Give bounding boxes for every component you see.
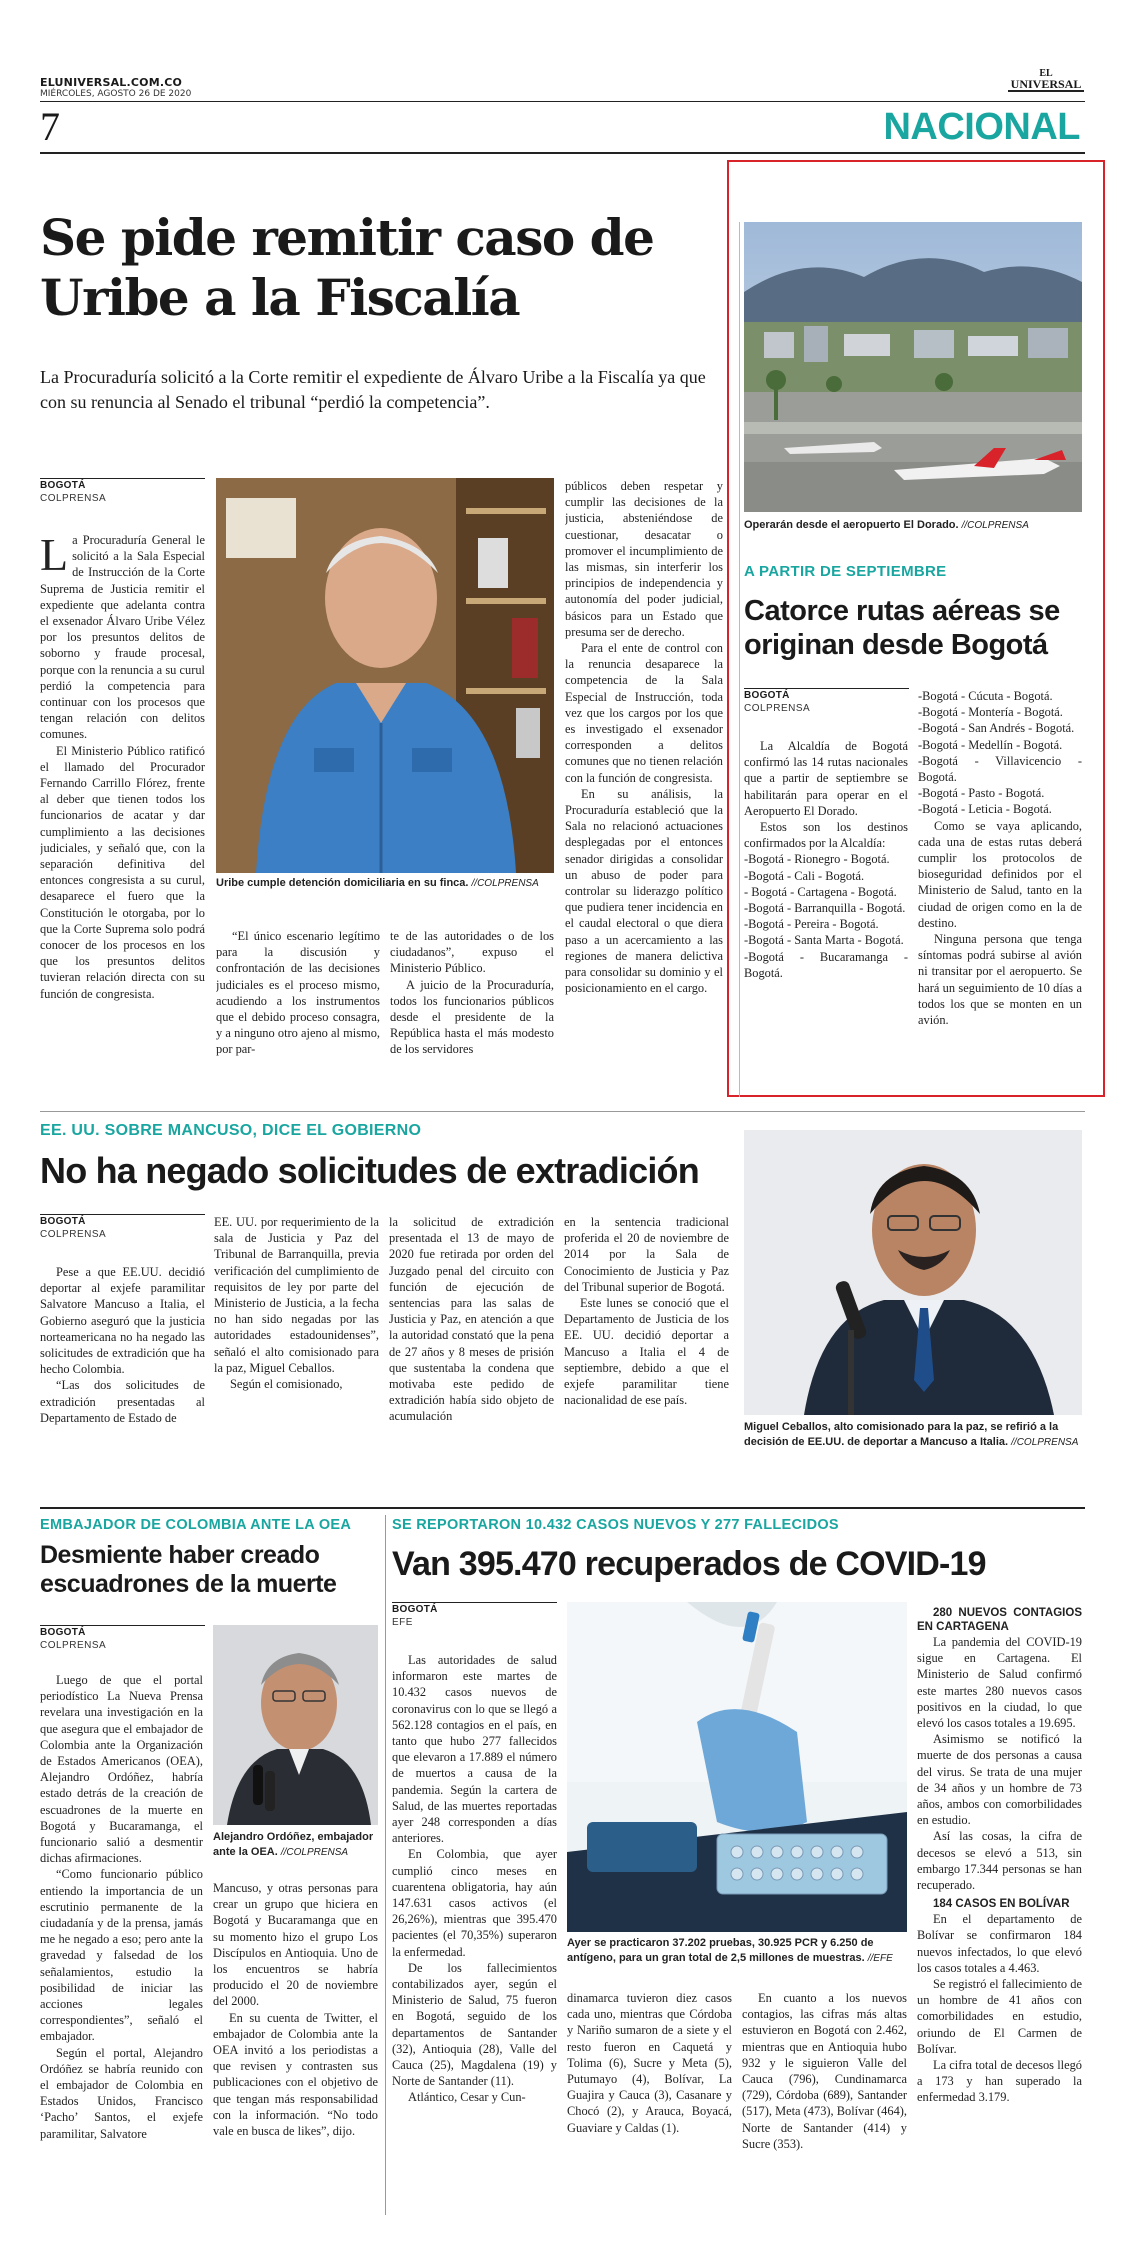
route-item: -Bogotá - Medellín - Bogotá. [918, 737, 1063, 752]
cartagena-subhead: 280 NUEVOS CONTAGIOS EN CARTAGENA [917, 1607, 1082, 1633]
masthead-rule [40, 101, 1085, 102]
ordonez-photo [213, 1625, 378, 1825]
route-item: -Bogotá - Montería - Bogotá. [918, 705, 1063, 720]
covid-kicker: SE REPORTARON 10.432 CASOS NUEVOS Y 277 FALLECIDOS [392, 1517, 839, 1533]
uribe-col-2 [216, 928, 380, 1108]
rutas-kicker: A PARTIR DE SEPTIEMBRE [744, 563, 947, 580]
uribe-paragraph-text: a Procuraduría General le solicitó a la Sala Especial de Instrucción de la Corte Suprema de Justicia remitir el expediente que adelanta contra el exsenador Álvaro Uribe Vélez por los presuntos delitos de soborno y fraude procesal, porque con la renuncia a su curul perdió la competencia para continuar con los procesos que tengan relación con delitos comunes. [40, 533, 205, 742]
newspaper-logo [1008, 68, 1084, 92]
photo-credit: //COLPRENSA [961, 520, 1029, 531]
byline-city: BOGOTÁ [392, 1604, 438, 1615]
covid-paragraph: Se registró el fallecimiento de un hombre de 41 años con comorbilidades en estudio, oriundo de El Carmen de Bolívar. [917, 1977, 1082, 2056]
ordonez-photo-image [213, 1625, 378, 1825]
ordonez-paragraph: “Como funcionario público entiendo la importancia de un escrutinio permanente de la ciudadanía y de la prensa, jamás me he negado a eso; pero ante la gravedad y falsedad de los señalamientos, estudio la posibilidad de iniciar las acciones legales correspondientes”, señaló el embajador. [40, 1867, 203, 2044]
sidebar-divider [739, 222, 740, 1097]
rutas-paragraph: Ninguna persona que tenga síntomas podrá subirse al avión ni transitar por el aeropuerto. Se hará un seguimiento de 10 días a todos los que se monten en un avión. [918, 932, 1082, 1028]
ordonez-col-2 [213, 1880, 378, 2212]
ordonez-caption [213, 1830, 378, 1860]
lab-caption [567, 1936, 907, 1966]
photo-credit: //COLPRENSA [471, 878, 539, 889]
rutas-paragraph: Estos son los destinos confirmados por la Alcaldía: [744, 820, 908, 851]
byline-city: BOGOTÁ [40, 1627, 86, 1638]
mancuso-kicker: EE. UU. SOBRE MANCUSO, DICE EL GOBIERNO [40, 1122, 422, 1139]
covid-paragraph: La pandemia del COVID-19 sigue en Cartagena. El Ministerio de Salud confirmó este martes 280 nuevos casos positivos en la ciudad, lo que elevó los casos totales a 19.695. [917, 1635, 1082, 1731]
column-divider [385, 1515, 386, 2215]
byline-agency: COLPRENSA [40, 493, 107, 504]
covid-col-3 [742, 1990, 907, 2212]
mancuso-paragraph: en la sentencia tradicional proferida el 20 de noviembre de 2014 por la Sala de Conocimiento de Justicia y Paz del Tribunal superior de Bogotá. [564, 1215, 729, 1294]
mancuso-paragraph: Este lunes se conoció que el Departamento de Justicia de los EE. UU. decidió deportar a Mancuso a Italia el 4 de septiembre, debido a que el exjefe paramilitar tiene nacionalidad de ese país. [564, 1296, 729, 1408]
uribe-paragraph: públicos deben respetar y cumplir las decisiones de la justicia, absteniéndose de cuestionar, desacatar o promover el incumplimiento de las mismas, sin interferir los principios de independencia y autonomía del poder judicial, básicos para un Estado que presuma ser de derecho. [565, 479, 723, 639]
route-item: -Bogotá - Cali - Bogotá. [744, 868, 865, 883]
mancuso-headline: No ha negado solicitudes de extradición [40, 1150, 699, 1191]
uribe-col-4 [565, 478, 723, 1110]
covid-col-1 [392, 1652, 557, 2212]
uribe-photo [216, 478, 554, 873]
uribe-paragraph: El Ministerio Público ratificó el llamado del Procurador Fernando Carrillo Flórez, frente al deber que tienen todos los funcionarios de acatar y dar cumplimiento a las decisiones judiciales, y señaló que, con la separación definitiva del entonces congresista a su curul, desaparece el fuero que la Constitución le otorgaba, por lo que la Corte Suprema solo podrá conocer de los procesos en los que los presuntos delitos tuvieran relación directa con su función de congresista. [40, 743, 205, 1001]
lab-photo [567, 1602, 907, 1932]
dropcap: L [40, 532, 69, 580]
lab-photo-image [567, 1602, 907, 1932]
mancuso-paragraph: EE. UU. por requerimiento de la sala de Justicia y Paz del Tribunal de Barranquilla, previa verificación del cumplimiento de requisitos de ley por parte del Ministerio de Justicia, a la fecha no han sido negadas por las autoridades estadounidenses”, señaló el alto comisionado para la paz, Miguel Ceballos. [214, 1215, 379, 1375]
route-item: -Bogotá - Cúcuta - Bogotá. [918, 689, 1053, 703]
ceballos-photo [744, 1130, 1082, 1415]
uribe-col-1 [40, 532, 205, 1110]
ordonez-kicker: EMBAJADOR DE COLOMBIA ANTE LA OEA [40, 1517, 352, 1533]
covid-sidebar [917, 1602, 1082, 2214]
route-item: -Bogotá - Bucaramanga - Bogotá. [744, 949, 908, 980]
section-divider [40, 1111, 1085, 1112]
section-title: NACIONAL [883, 106, 1080, 148]
covid-headline: Van 395.470 recuperados de COVID-19 [392, 1545, 986, 1583]
ordonez-col-1 [40, 1672, 203, 2212]
mancuso-col-4 [564, 1214, 729, 1444]
mancuso-paragraph: Pese a que EE.UU. decidió deportar al exjefe paramilitar Salvatore Mancuso a Italia, el Gobierno aseguró que la justicia norteamericana no ha negado las solicitudes de extradición que ha hecho Colombia. [40, 1265, 205, 1377]
uribe-deck: La Procuraduría solicitó a la Corte remitir el expediente de Álvaro Uribe a la Fiscalía ya que con su renuncia al Senado el tribunal “perdió la competencia”. [40, 367, 706, 412]
rutas-col-1 [744, 738, 908, 1090]
byline-city: BOGOTÁ [40, 1216, 86, 1227]
mancuso-col-1 [40, 1264, 205, 1444]
covid-byline [392, 1602, 557, 1629]
uribe-paragraph: te de las autoridades o de los ciudadanos”, expuso el Ministerio Público. [390, 929, 554, 976]
route-item: -Bogotá - Barranquilla - Bogotá. [744, 901, 906, 916]
byline-agency: EFE [392, 1617, 413, 1628]
uribe-paragraph: En su análisis, la Procuraduría estableció que la Sala no relacionó actuaciones desplegadas por el entonces senador dirigidas a consolidar un abuso de poder para controlar su liderazgo político que pudiera tener incidencia en el caudal electoral o que diera paso a un acercamiento a las regiones de manera delictiva para consolidar su dominio y el posicionamiento en el cargo. [565, 786, 723, 996]
covid-paragraph: Las autoridades de salud informaron este martes de 10.432 casos nuevos de coronavirus con lo que se llegó a 562.128 contagios en el país, en tanto que hubo 277 fallecidos que elevaron a 17.889 el número de muertos a causa de la pandemia. Según la cartera de Salud, de las muertes reportadas ayer 248 corresponden a días anteriores. [392, 1653, 557, 1846]
rutas-headline: Catorce rutas aéreas se originan desde Bogotá [744, 595, 1060, 661]
uribe-paragraph [40, 532, 205, 743]
site-url[interactable]: ELUNIVERSAL.COM.CO [40, 76, 183, 89]
uribe-paragraph: Para el ente de control con la renuncia desaparece la competencia de la Sala Especial de Instrucción, toda vez que los cargos por los que es investigado el exsenador corresponden a delitos comunes que no tienen relación con la función de congresista. [565, 641, 723, 785]
ordonez-paragraph: Según el portal, Alejandro Ordóñez se habría reunido con el embajador de Colombia en Estados Unidos, Francisco ‘Pacho’ Santos, el exjefe paramilitar, Salvatore [40, 2045, 203, 2141]
ceballos-photo-image [744, 1130, 1082, 1415]
uribe-paragraph: “El único escenario legítimo para la discusión y confrontación de las decisiones judiciales es el proceso mismo, acudiendo a los instrumentos que el debido proceso consagra, y a ninguno otro ajeno al mismo, por par- [216, 929, 380, 1057]
bolivar-subhead: 184 CASOS EN BOLÍVAR [933, 1898, 1070, 1911]
route-item: -Bogotá - Leticia - Bogotá. [918, 802, 1052, 817]
covid-paragraph: De los fallecimientos contabilizados ayer, según el Ministerio de Salud, 75 fueron en Bogotá, seguido de los departamentos de Santander (32), Antioquia (28), Valle del Cauca (25), Magdalena (19) y Norte de Santander (11). [392, 1960, 557, 2089]
covid-paragraph: Así las cosas, la cifra de decesos se elevó a 513, sin embargo 17.344 personas se han recuperado. [917, 1829, 1082, 1893]
route-item: -Bogotá - Santa Marta - Bogotá. [744, 933, 904, 948]
logo-top: EL [1039, 68, 1053, 79]
caption-text: Uribe cumple detención domiciliaria en su finca. [216, 877, 469, 889]
byline-agency: COLPRENSA [40, 1640, 107, 1651]
covid-paragraph: En Colombia, que ayer cumplió cinco meses en cuarentena obligatoria, hay aún 147.631 casos activos (el 26,26%), mientras que 395.470 pacientes (el 70,35%) superaron la enfermedad. [392, 1847, 557, 1959]
ordonez-byline [40, 1625, 205, 1652]
route-item: -Bogotá - Pasto - Bogotá. [918, 786, 1045, 801]
covid-col-2 [567, 1990, 732, 2212]
ordonez-headline: Desmiente haber creado escuadrones de la muerte [40, 1541, 337, 1598]
mancuso-paragraph: Según el comisionado, [230, 1377, 343, 1392]
uribe-photo-image [216, 478, 554, 873]
caption-text: Ayer se practicaron 37.202 pruebas, 30.925 PCR y 6.250 de antígeno, para un gran total de 2,5 millones de muestras. [567, 1937, 874, 1964]
mancuso-paragraph: “Las dos solicitudes de extradición presentadas al Departamento de Estado de [40, 1378, 205, 1425]
route-item: - Bogotá - Cartagena - Bogotá. [744, 884, 897, 899]
rutas-byline [744, 688, 909, 715]
ordonez-paragraph: Mancuso, y otras personas para crear un grupo que hiciera en Bogotá y Bucaramanga que en su momento hizo el grupo Los Discípulos en Antioquia. Uno de los encuentros se habría producido el 20 de noviembre del 2000. [213, 1881, 378, 2009]
photo-credit: //EFE [867, 1953, 893, 1964]
ceballos-caption [744, 1420, 1082, 1450]
caption-text: Miguel Ceballos, alto comisionado para la paz, se refirió a la decisión de EE.UU. de deportar a Mancuso a Italia. [744, 1421, 1059, 1448]
airport-caption [744, 518, 1082, 533]
route-item: -Bogotá - Pereira - Bogotá. [744, 917, 879, 932]
route-item: -Bogotá - Villavicencio - Bogotá. [918, 753, 1082, 785]
issue-date: MIÉRCOLES, AGOSTO 26 DE 2020 [40, 89, 192, 99]
route-item: -Bogotá - Rionegro - Bogotá. [744, 852, 890, 867]
mancuso-col-3 [389, 1214, 554, 1444]
route-item: -Bogotá - San Andrés - Bogotá. [918, 721, 1075, 736]
covid-paragraph: En el departamento de Bolívar se confirmaron 184 nuevos infectados, lo que elevó los casos totales a 4.463. [917, 1912, 1082, 1975]
airport-photo-image [744, 222, 1082, 512]
uribe-byline [40, 478, 205, 505]
mancuso-paragraph: la solicitud de extradición presentada el 13 de mayo de 2020 fue retirada por orden del Juzgado penal del circuito con función de ejecución de sentencias para las salas de Justicia y Paz, en atención a que la autoridad constató que la pena de 27 años y 8 meses de prisión que sustentaba la condena que motivaba este pedido de extradición había sido objeto de acumulación [389, 1215, 554, 1424]
covid-paragraph: En cuanto a los nuevos contagios, las cifras más altas estuvieron en Bogotá con 2.462, mientras que en Antioquia hubo 932 y le siguieron Valle del Cauca (796), Cundinamarca (729), Córdoba (689), Santander (517), Meta (473), Bolívar (464), Norte de Santander (414) y Sucre (353). [742, 1991, 907, 2151]
uribe-headline: Se pide remitir caso de Uribe a la Fiscalía [40, 208, 654, 327]
airport-photo [744, 222, 1082, 512]
page-number: 7 [40, 104, 60, 149]
logo-bottom: UNIVERSAL [1008, 79, 1084, 92]
byline-city: BOGOTÁ [40, 480, 86, 491]
mancuso-byline [40, 1214, 205, 1241]
caption-text: Alejandro Ordóñez, embajador ante la OEA. [213, 1831, 374, 1858]
mancuso-col-2 [214, 1214, 379, 1444]
uribe-paragraph: A juicio de la Procuraduría, todos los funcionarios públicos desde el presidente de la República hasta el más modesto de los servidores [390, 977, 554, 1057]
ordonez-paragraph: Luego de que el portal periodístico La Nueva Prensa revelara una investigación en la que asegura que el embajador de Colombia ante la Organización de Estados Americanos (OEA), Alejandro Ordóñez, habría estado detrás de la creación de escuadrones de la muerte en Bogotá y Bucaramanga, el funcionario salió a desmentir dichas afirmaciones. [40, 1673, 203, 1866]
photo-credit: //COLPRENSA [1011, 1437, 1079, 1448]
photo-credit: //COLPRENSA [280, 1847, 349, 1858]
byline-city: BOGOTÁ [744, 690, 790, 701]
ordonez-paragraph: En su cuenta de Twitter, el embajador de Colombia ante la OEA invitó a los periodistas a que revisen y contrasten sus publicaciones con el objetivo de que tengan más responsabilidad con la información. “No todo vale en busca de likes”, dijo. [213, 2010, 378, 2139]
covid-paragraph: Asimismo se notificó la muerte de dos personas a causa del virus. Se trata de una mujer de 34 años y un hombre de 73 años, ambos con comorbilidades en estudio. [917, 1732, 1082, 1828]
section-rule [40, 152, 1085, 154]
byline-agency: COLPRENSA [40, 1229, 107, 1240]
covid-paragraph: dinamarca tuvieron diez casos cada uno, mientras que Córdoba y Nariño sumaron de a siete y el resto fueron en Caquetá y Tolima (6), Sucre y Meta (5), Putumayo (4), Bolívar, La Guajira y Cauca (3), Casanare y Chocó (2), y Arauca, Boyacá, Guaviare y Caldas (1). [567, 1991, 732, 2135]
uribe-caption [216, 876, 554, 891]
rutas-paragraph: La Alcaldía de Bogotá confirmó las 14 rutas nacionales que a partir de septiembre se habilitarán para operar en el Aeropuerto El Dorado. [744, 739, 908, 818]
covid-paragraph: Atlántico, Cesar y Cun- [408, 2090, 526, 2105]
rutas-paragraph: Como se vaya aplicando, cada una de estas rutas deberá cumplir los protocolos de bioseguridad definidos por el Ministerio de Salud, tanto en la ciudad de origen como en la de destino. [918, 818, 1082, 930]
covid-paragraph: La cifra total de decesos llegó a 173 y han superado la enfermedad 3.179. [917, 2058, 1082, 2105]
caption-text: Operarán desde el aeropuerto El Dorado. [744, 519, 959, 531]
uribe-col-3 [390, 928, 554, 1108]
rutas-col-2 [918, 688, 1082, 1090]
byline-agency: COLPRENSA [744, 703, 811, 714]
section-divider [40, 1507, 1085, 1509]
